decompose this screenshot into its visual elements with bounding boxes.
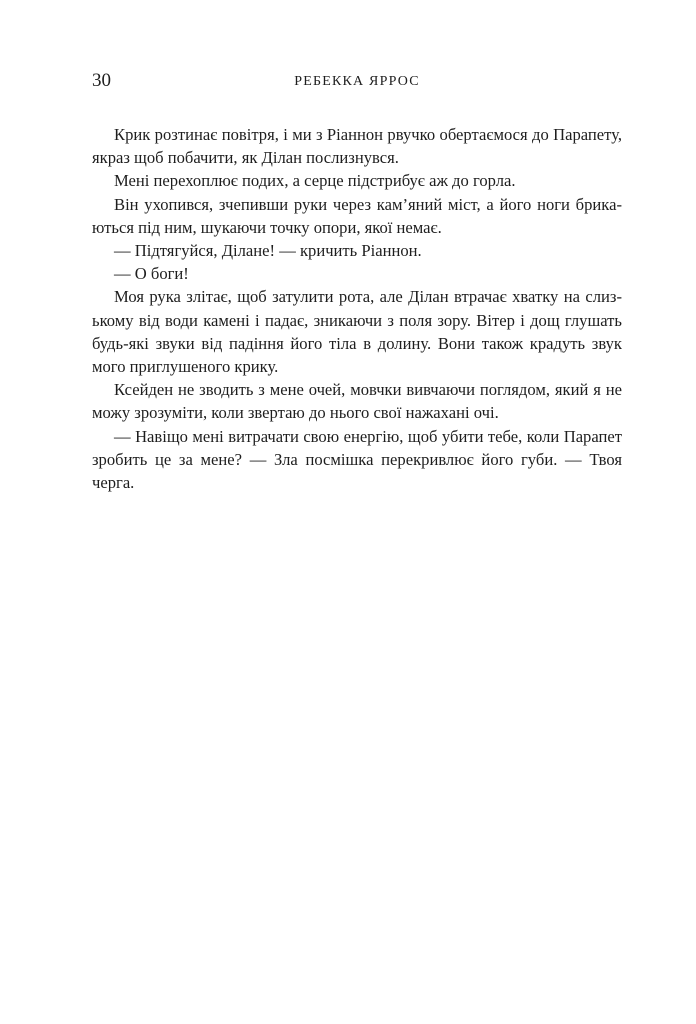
- paragraph: — Підтягуйся, Ділане! — кричить Ріаннон.: [114, 241, 422, 261]
- page-header: [92, 70, 622, 92]
- paragraph: Ксейден не зводить з мене очей, мовчки вивчаючи поглядом, який я не можу зрозуміти, коли звертаю до нього свої нажахані очі.: [92, 380, 622, 423]
- paragraph: — Навіщо мені витрачати свою енергію, щоб убити тебе, коли Парапет зробить це за мене? — Зла посмішка перекривлює його губи. — Твоя черга.: [92, 426, 622, 493]
- body-text: [92, 123, 622, 494]
- paragraph: Мені перехоплює подих, а серце підстрибує аж до горла.: [114, 171, 516, 191]
- paragraph: — О боги!: [114, 264, 189, 284]
- paragraph: Він ухопився, зчепивши руки через кам’яний міст, а його ноги брикаються під ним, шукаючи точку опори, якої немає.: [92, 194, 622, 237]
- paragraph: Моя рука злітає, щоб затулити рота, але Ділан втрачає хватку на слизькому від води камені і падає, зникаючи з поля зору. Вітер і дощ глушать будь-які звуки від падіння його тіла в долину. Вони також крадуть звук мого приглушеного крику.: [92, 287, 622, 377]
- page-number: 30: [92, 70, 111, 91]
- running-head-author: РЕБЕККА ЯРРОС: [294, 74, 420, 89]
- paragraph: Крик розтинає повітря, і ми з Ріаннон рвучко обертаємося до Парапету, якраз щоб побачити, як Ділан послизнувся.: [92, 125, 622, 168]
